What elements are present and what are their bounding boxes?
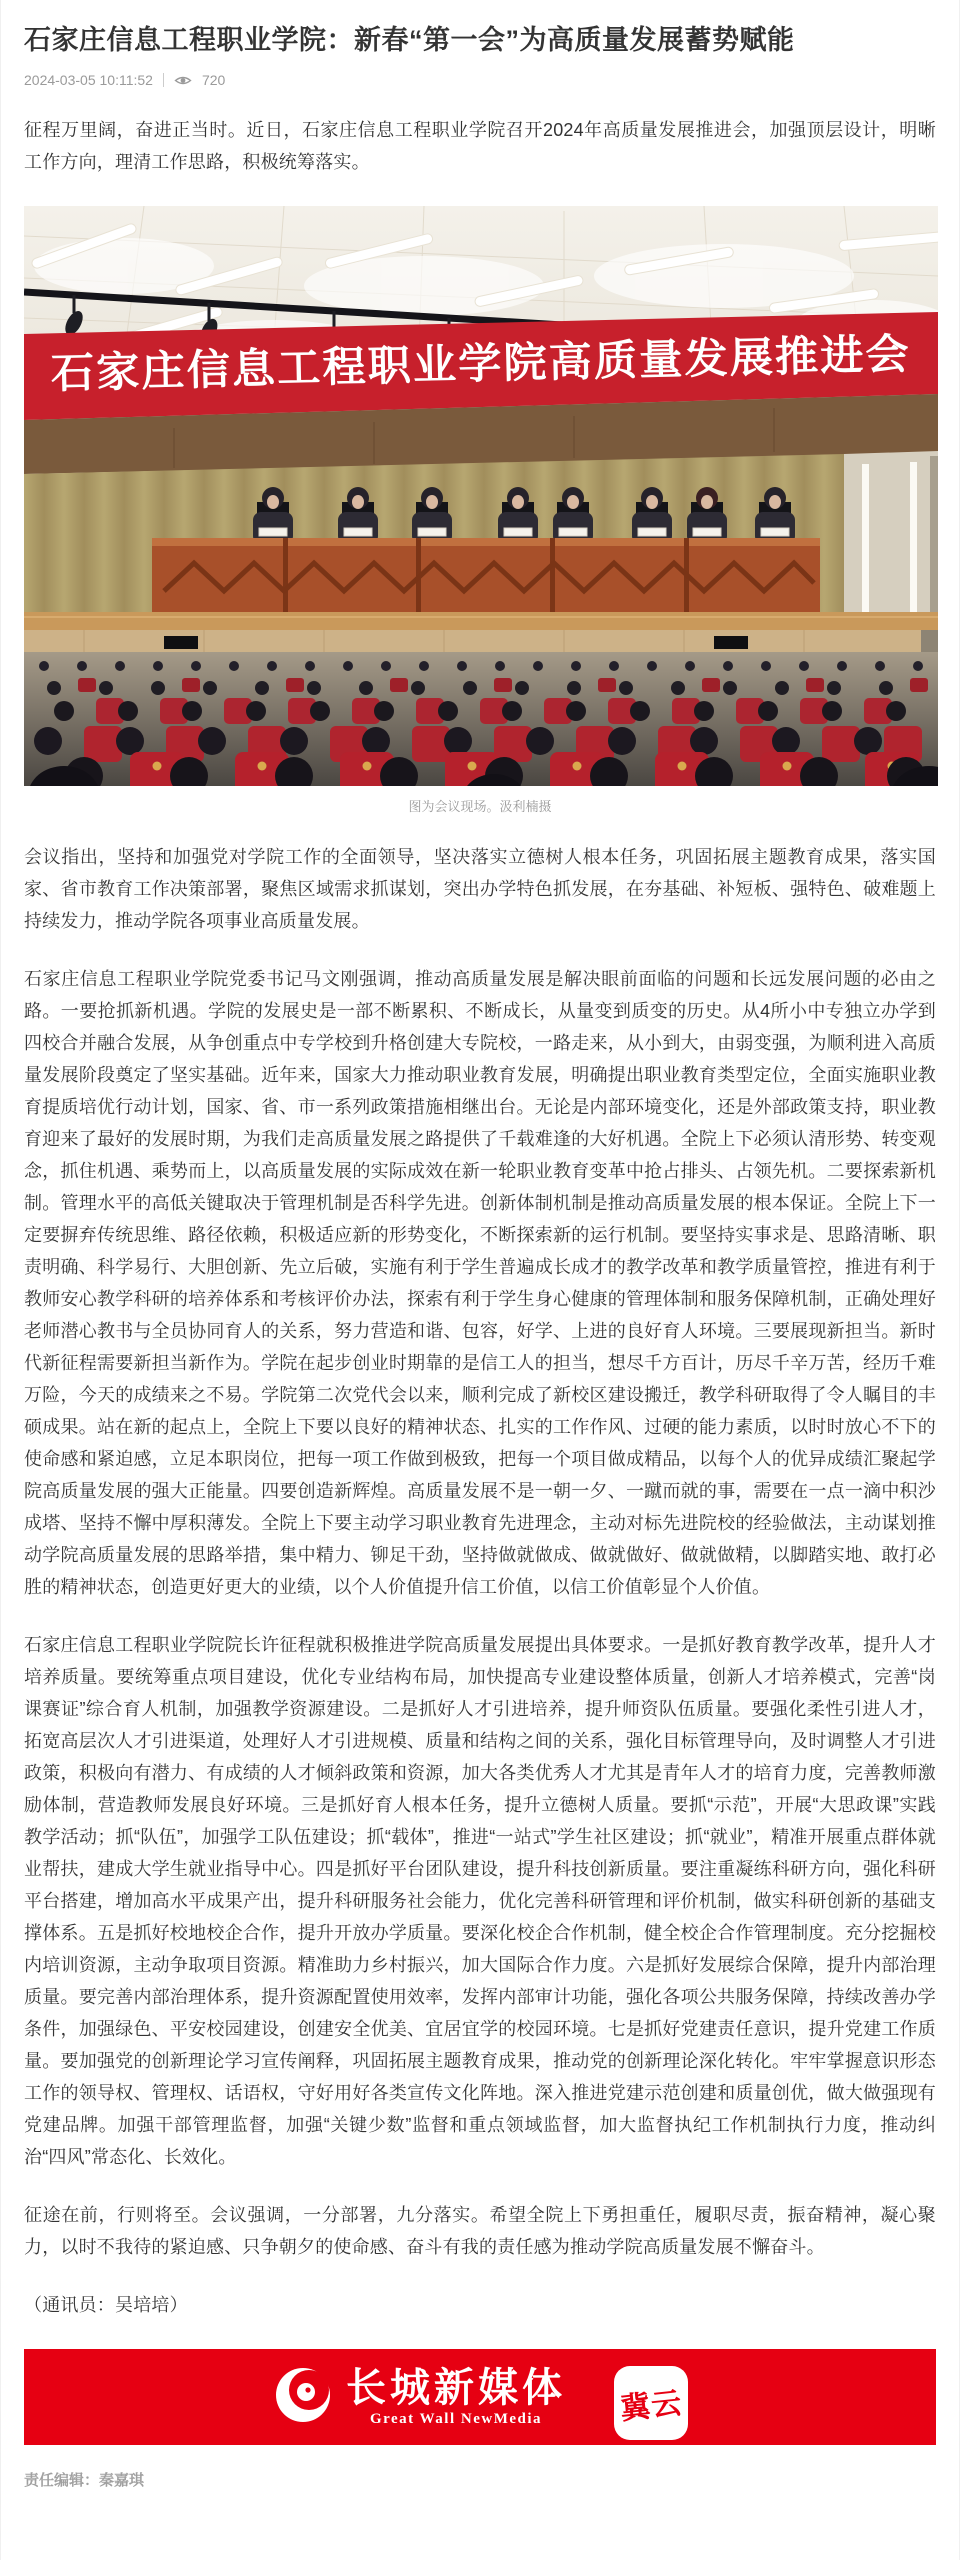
photo-caption: 图为会议现场。汲利楠摄 xyxy=(408,799,552,815)
article-paragraph: 会议指出，坚持和加强党对学院工作的全面领导，坚决落实立德树人根本任务，巩固拓展主题教育成果，落实国家、省市教育工作决策部署，聚焦区域需求抓谋划，突出办学特色抓发展，在夯基础、补短板、强特色、破难题上持续发力，推动学院各项事业高质量发展。 xyxy=(24,847,936,932)
correspondent-byline: （通讯员：吴培培） xyxy=(24,2295,188,2316)
greatwall-brand xyxy=(272,2364,566,2431)
publish-timestamp: 2024-03-05 10:11:52 xyxy=(24,72,153,89)
photo-banner-text: 石家庄信息工程职业学院高质量发展推进会 xyxy=(50,331,888,398)
greatwall-dragon-icon xyxy=(272,2364,334,2431)
article-page xyxy=(1,0,959,2560)
greatwall-brand-en: Great Wall NewMedia xyxy=(369,2410,543,2427)
article-photo xyxy=(24,206,936,815)
meta-divider xyxy=(163,73,164,87)
jiyun-app-icon[interactable] xyxy=(614,2366,688,2440)
views-count: 720 xyxy=(201,72,226,89)
article-paragraph: 石家庄信息工程职业学院党委书记马文刚强调，推动高质量发展是解决眼前面临的问题和长远发展问题的必由之路。一要抢抓新机遇。学院的发展史是一部不断累积、不断成长，从量变到质变的历史。从4所小中专独立办学到四校合并融合发展，从争创重点中专学校到升格创建大专院校，一路走来，从小到大，由弱变强，为顺利进入高质量发展阶段奠定了坚实基础。近年来，国家大力推动职业教育发展，明确提出职业教育类型定位，全面实施职业教育提质培优行动计划，国家、省、市一系列政策措施相继出台。无论是内部环境变化，还是外部政策支持，职业教育迎来了最好的发展时期，为我们走高质量发展之路提供了千载难逢的大好机遇。全院上下必须认清形势、转变观念，抓住机遇、乘势而上，以高质量发展的实际成效在新一轮职业教育变革中抢占排头、占领先机。二要探索新机制。管理水平的高低关键取决于管理机制是否科学先进。创新体制机制是推动高质量发展的根本保证。全院上下一定要摒弃传统思维、路径依赖，积极适应新的形势变化，不断探索新的运行机制。要坚持实事求是、思路清晰、职责明确、科学易行、大胆创新、先立后破，实施有利于学生普遍成长成才的教学改革和教学质量管控，推进有利于教师安心教学科研的培养体系和考核评价办法，探索有利于学生身心健康的管理体制和服务保障机制，正确处理好老师潜心教书与全员协同育人的关系，努力营造和谐、包容，好学、上进的良好育人环境。三要展现新担当。新时代新征程需要新担当新作为。学院在起步创业时期靠的是信工人的担当，想尽千方百计，历尽千辛万苦，经历千难万险，今天的成绩来之不易。学院第二次党代会以来，顺利完成了新校区建设搬迁，教学科研取得了令人瞩目的丰硕成果。站在新的起点上，全院上下要以良好的精神状态、扎实的工作作风、过硬的能力素质，以时时放心不下的使命感和紧迫感，立足本职岗位，把每一项工作做到极致，把每一个项目做成精品，以每个人的优异成绩汇聚起学院高质量发展的强大正能量。四要创造新辉煌。高质量发展不是一朝一夕、一蹴而就的事，需要在一点一滴中积沙成塔、坚持不懈中厚积薄发。全院上下要主动学习职业教育先进理念，主动对标先进院校的经验做法，主动谋划推动学院高质量发展的思路举措，集中精力、铆足干劲，坚持做就做成、做就做好、做就做精，以脚踏实地、敢打必胜的精神状态，创造更好更大的业绩，以个人价值提升信工价值，以信工价值彰显个人价值。 xyxy=(24,969,936,1598)
footer-brand-banner[interactable] xyxy=(24,2349,936,2445)
jiyun-app-label: 冀云 xyxy=(618,2387,684,2427)
page-title: 石家庄信息工程职业学院：新春“第一会”为高质量发展蓄势赋能 xyxy=(24,25,795,55)
article-paragraph: 征途在前，行则将至。会议强调，一分部署，九分落实。希望全院上下勇担重任，履职尽责，振奋精神，凝心聚力，以时不我待的紧迫感、只争朝夕的使命感、奋斗有我的责任感为推动学院高质量发展不懈奋斗。 xyxy=(24,2205,936,2258)
conference-photo xyxy=(24,206,938,786)
article-body xyxy=(24,114,936,2321)
responsible-editor: 责任编辑：秦嘉琪 xyxy=(24,2472,145,2490)
audience xyxy=(24,652,938,786)
article-paragraph: 石家庄信息工程职业学院院长许征程就积极推进学院高质量发展提出具体要求。一是抓好教育教学改革，提升人才培养质量。要统筹重点项目建设，优化专业结构布局，加快提高专业建设整体质量，创新人才培养模式，完善“岗课赛证”综合育人机制，加强教学资源建设。二是抓好人才引进培养，提升师资队伍质量。要强化柔性引进人才，拓宽高层次人才引进渠道，处理好人才引进规模、质量和结构之间的关系，强化目标管理导向，及时调整人才引进政策，积极向有潜力、有成绩的人才倾斜政策和资源，加大各类优秀人才尤其是青年人才的培育力度，完善教师激励体制，营造教师发展良好环境。三是抓好育人根本任务，提升立德树人质量。要抓“示范”，开展“大思政课”实践教学活动；抓“队伍”，加强学工队伍建设；抓“载体”，推进“一站式”学生社区建设；抓“就业”，精准开展重点群体就业帮扶，建成大学生就业指导中心。四是抓好平台团队建设，提升科技创新质量。要注重凝练科研方向，强化科研平台搭建，增加高水平成果产出，提升科研服务社会能力，优化完善科研管理和评价机制，做实科研创新的基础支撑体系。五是抓好校地校企合作，提升开放办学质量。要深化校企合作机制，健全校企合作管理制度。充分挖掘校内培训资源，主动争取项目资源。精准助力乡村振兴，加大国际合作力度。六是抓好发展综合保障，提升内部治理质量。要完善内部治理体系，提升资源配置使用效率，发挥内部审计功能，强化各项公共服务保障，持续改善办学条件，加强绿色、平安校园建设，创建安全优美、宜居宜学的校园环境。七是抓好党建责任意识，提升党建工作质量。要加强党的创新理论学习宣传阐释，巩固拓展主题教育成果，推动党的创新理论深化转化。牢牢掌握意识形态工作的领导权、管理权、话语权，守好用好各类宣传文化阵地。深入推进党建示范创建和质量创优，做大做强现有党建品牌。加强干部管理监督，加强“关键少数”监督和重点领域监督，加大监督执纪工作机制执行力度，推动纠治“四风”常态化、长效化。 xyxy=(24,1635,936,2168)
article-meta xyxy=(24,72,936,88)
greatwall-brand-cn: 长城新媒体 xyxy=(346,2365,566,2410)
head-table xyxy=(152,528,820,612)
article-paragraph: 征程万里阔，奋进正当时。近日，石家庄信息工程职业学院召开2024年高质量发展推进会，加强顶层设计，明晰工作方向，理清工作思路，积极统筹落实。 xyxy=(24,120,936,173)
views-icon xyxy=(174,74,192,87)
